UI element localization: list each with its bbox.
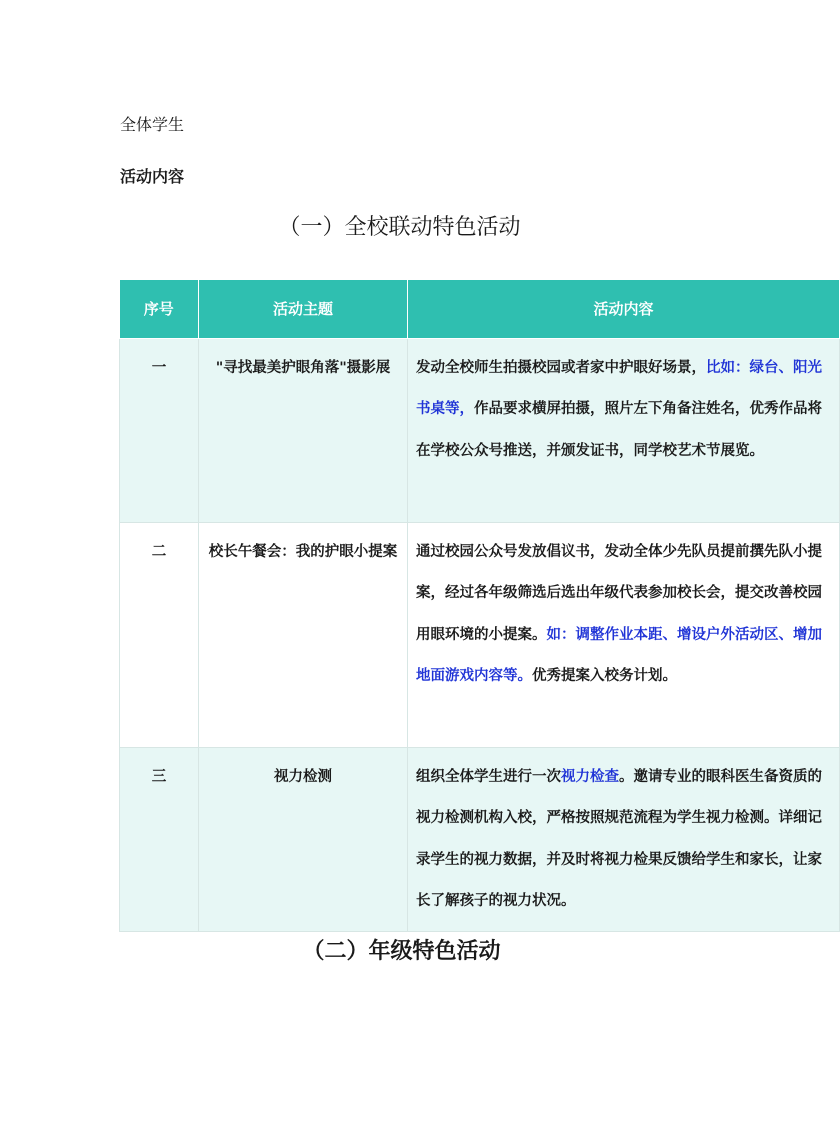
header-number: 序号 [120,280,199,338]
row-detail [408,522,840,747]
header-content: 活动内容 [408,280,840,338]
audience-text: 全体学生 [120,115,185,134]
table-row [120,747,840,931]
table-row [120,522,840,747]
header-theme: 活动主题 [199,280,408,338]
content-heading: 活动内容 [120,167,185,186]
detail-text: 组织全体学生进行一次 [416,768,561,785]
row-theme: "寻找最美护眼角落"摄影展 [199,338,408,522]
row-detail [408,747,840,931]
detail-text: 通过校园公众号发放倡议书，发动全体少先队员提前撰先队小提案，经过各年级筛选后选出年级代表参加校长会，提交改善校园用眼环境的小提案。 [416,543,822,643]
detail-text: 。邀请专业的眼科医生备资质的视力检测机构入校，严格按照规范流程为学生视力检测。详细记录学生的视力数据，并及时将视力检果反馈给学生和家长，让家长了解孩子的视力状况。 [416,768,822,909]
activity-table [119,280,840,932]
detail-highlight: 比如：绿台、阳光书桌等， [416,359,822,417]
detail-text: 优秀提案入校务计划。 [532,668,677,684]
activity-table-container [119,280,822,932]
detail-text: 发动全校师生拍摄校园或者家中护眼好场景， [416,359,706,376]
table-header-row [120,280,840,338]
table-row [120,338,840,522]
detail-highlight: 如：调整作业本距、增设户外活动区、增加地面游戏内容等。 [416,626,822,684]
detail-text: 作品要求横屏拍摄，照片左下角备注姓名，优秀作品将在学校公众号推送，并颁发证书，同学校艺术节展览。 [416,401,822,459]
row-detail [408,338,840,522]
section-title-schoolwide: （一）全校联动特色活动 [278,215,521,240]
detail-highlight: 视力检查 [561,768,619,785]
section-title-grade: （二）年级特色活动 [302,939,501,964]
row-number: 二 [120,522,199,747]
row-number: 三 [120,747,199,931]
row-theme: 视力检测 [199,747,408,931]
row-number: 一 [120,338,199,522]
row-theme: 校长午餐会：我的护眼小提案 [199,522,408,747]
